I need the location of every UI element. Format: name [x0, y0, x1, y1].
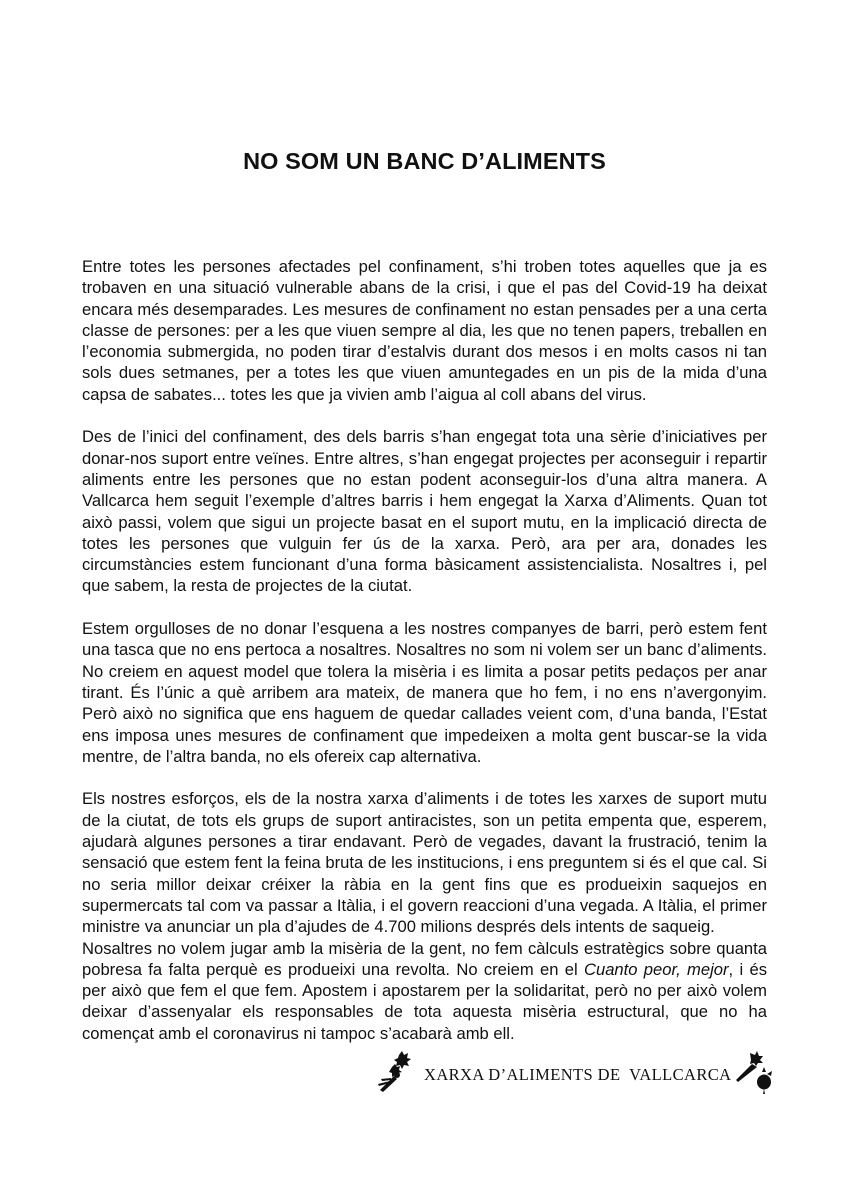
paragraph-5-part1: Nosaltres no volem jugar amb la misèria de la gent, no fem càlculs estratègics sobre quanta pobresa fa falta perquè es produeixi una revolta. No creiem en el	[82, 938, 767, 979]
signature-text: XARXA D’ALIMENTS DE VALLCARCA	[424, 1065, 732, 1084]
paragraph-4: Els nostres esforços, els de la nostra xarxa d’aliments i de totes les xarxes de suport mutu de la ciutat, de tots els grups de suport antiracistes, son un petita empenta que, esperem, ajudarà algunes persones a tirar endavant. Però de vegades, davant la frustració, tenim la sensació que estem fent la feina bruta de les institucions, i ens preguntem si és el que cal. Si no seria millor deixar créixer la ràbia en la gent fins que es produeixin saquejos en supermercats tal com va passar a Itàlia, i el govern reaccioni d’una vegada. A Itàlia, el primer ministre va anunciar un pla d’ajudes de 4.700 milions després dels intents de saqueig.	[82, 789, 767, 937]
paragraph-3: Estem orgulloses de no donar l’esquena a les nostres companyes de barri, però estem fent una tasca que no ens pertoca a nosaltres. Nosaltres no som ni volem ser un banc d’aliments. No creiem en aquest model que tolera la misèria i es limita a posar petits pedaços per anar tirant. És l’únic a què arribem ara mateix, de manera que ho fem, i no ens n’avergonyim. Però això no significa que ens haguem de quedar callades veient com, d’una banda, l’Estat ens imposa unes mesures de confinament que impedeixen a molta gent buscar-se la vida mentre, de l’altra banda, no els ofereix cap alternativa.	[82, 619, 767, 766]
page-title: NO SOM UN BANC D’ALIMENTS	[243, 148, 606, 174]
document-body	[82, 256, 767, 1044]
paragraph-5	[82, 938, 767, 1044]
signature-block	[372, 1050, 782, 1094]
paragraph-5-italic: Cuanto peor, mejor	[583, 959, 729, 979]
paragraph-2: Des de l’inici del confinament, des dels barris s’han engegat tota una sèrie d’iniciatives per donar-nos suport entre veïnes. Entre altres, s’han engegat projectes per aconseguir i repartir aliments entre les persones que no estan podent aconseguir-los d’una altra manera. A Vallcarca hem seguit l’exemple d’altres barris i hem engegat la Xarxa d’Aliments. Quan tot això passi, volem que sigui un projecte basat en el suport mutu, en la implicació directa de totes les persones que vulguin fer ús de la xarxa. Però, ara per ara, donades les circumstàncies estem funcionant d’una forma bàsicament assistencialista. Nosaltres i, pel que sabem, la resta de projectes de la ciutat.	[82, 427, 767, 596]
vegetables-icon	[372, 1050, 418, 1094]
paragraph-1: Entre totes les persones afectades pel confinament, s’hi troben totes aquelles que ja es trobaven en una situació vulnerable abans de la crisi, i que el pas del Covid-19 ha deixat encara més desemparades. Les mesures de confinament no estan pensades per a una certa classe de persones: per a les que viuen sempre al dia, les que no tenen papers, treballen en l’economia submergida, no poden tirar d’estalvis durant dos mesos i en molts casos ni tan sols dues setmanes, per a totes les que viuen amuntegades en un pis de la mida d’una capsa de sabates... totes les que ja vivien amb l’aigua al coll abans del virus.	[82, 257, 767, 404]
paragraph-5-part2: , i és per això que fem el que fem. Apostem i apostarem per la solidaritat, però no per això volem deixar d’assenyalar els responsables de tota aquesta misèria estructural, que no ha començat amb el coronavirus ni tampoc s’acabarà amb ell.	[82, 959, 767, 1043]
carrot-beet-icon	[732, 1050, 776, 1094]
